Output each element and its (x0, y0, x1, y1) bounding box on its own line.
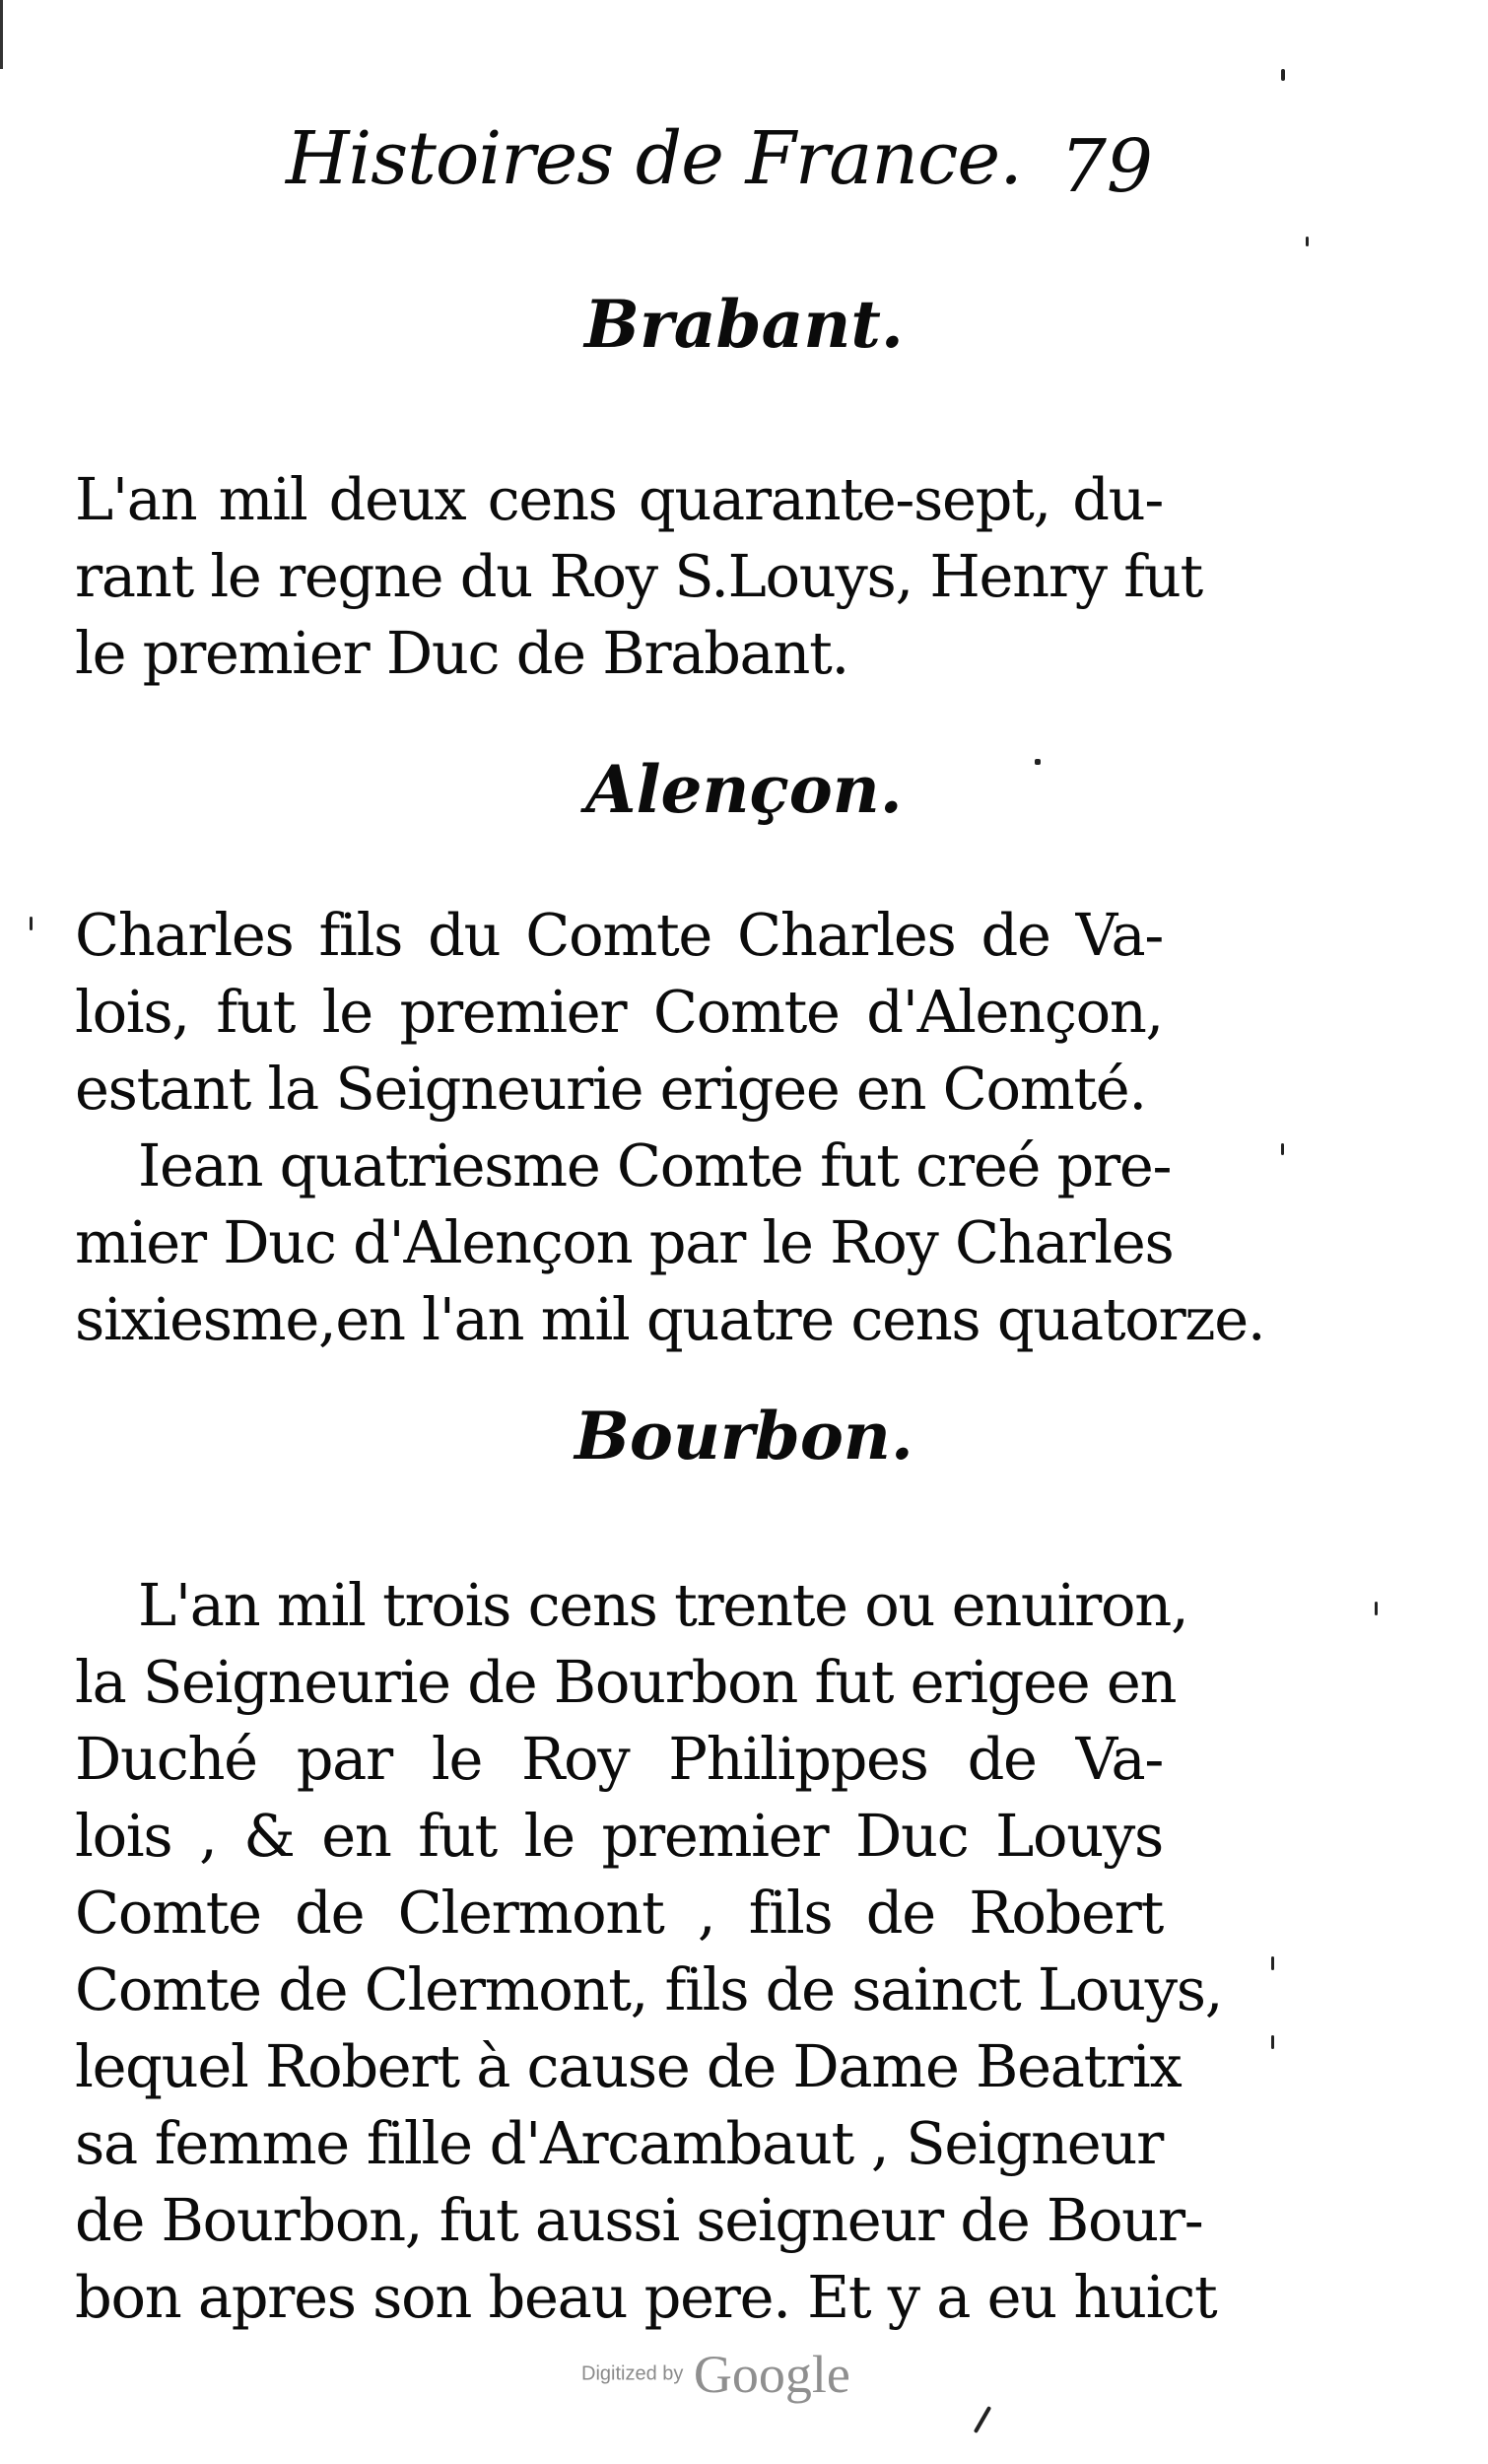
text-line: Comte de Clermont , fils de Robert (75, 1879, 1163, 1947)
section-heading-bourbon: Bourbon. (575, 1398, 913, 1474)
scan-speck (1375, 1602, 1378, 1615)
scan-speck (30, 917, 33, 930)
text-line: Charles fils du Comte Charles de Va- (75, 901, 1163, 969)
scan-speck (1306, 237, 1309, 246)
text-line: lois , & en fut le premier Duc Louys (75, 1802, 1163, 1870)
text-line: le premier Duc de Brabant. (75, 619, 848, 687)
scan-speck (1271, 1956, 1274, 1970)
page-number: 79 (1059, 124, 1153, 209)
text-line: Comte de Clermont, fils de sainct Louys, (75, 1955, 1223, 2023)
text-line: de Bourbon, fut aussi seigneur de Bour- (75, 2186, 1203, 2254)
text-line: lois, fut le premier Comte d'Alençon, (75, 978, 1163, 1046)
section-heading-brabant: Brabant. (584, 286, 904, 363)
text-line: sixiesme,en l'an mil quatre cens quatorze. (75, 1285, 1265, 1353)
paragraph-brabant (75, 461, 1202, 692)
watermark-prefix: Digitized by (581, 2362, 684, 2385)
text-line: bon apres son beau pere. Et y a eu huict (75, 2263, 1217, 2331)
text-line: mier Duc d'Alençon par le Roy Charles (75, 1208, 1174, 1276)
scan-speck (1035, 759, 1041, 765)
scan-speck (1271, 2035, 1274, 2049)
digitized-watermark (581, 2344, 850, 2405)
text-line: L'an mil deux cens quarante-sept, du- (75, 465, 1163, 533)
text-line: la Seigneurie de Bourbon fut erigee en (75, 1648, 1177, 1716)
text-line: estant la Seigneurie erigee en Comté. (75, 1055, 1146, 1123)
scan-speck (1281, 1143, 1284, 1155)
text-line: Duché par le Roy Philippes de Va- (75, 1725, 1163, 1793)
google-logo: Google (693, 2345, 850, 2404)
text-line: rant le regne du Roy S.Louys, Henry fut (75, 542, 1202, 610)
scan-speck (1281, 69, 1285, 81)
text-line: sa femme fille d'Arcambaut , Seigneur (75, 2109, 1163, 2177)
paragraph-bourbon (75, 1567, 1223, 2336)
text-line: L'an mil trois cens trente ou enuiron, (138, 1571, 1188, 1639)
paragraph-alencon (75, 897, 1265, 1358)
scan-edge-mark (0, 0, 3, 69)
running-title: Histoires de France. (286, 116, 1022, 201)
text-line: lequel Robert à cause de Dame Beatrix (75, 2032, 1182, 2100)
scan-speck (974, 2406, 991, 2433)
text-line: Iean quatriesme Comte fut creé pre- (138, 1131, 1172, 1199)
section-heading-alencon: Alençon. (585, 751, 903, 828)
page-header (286, 116, 1153, 215)
